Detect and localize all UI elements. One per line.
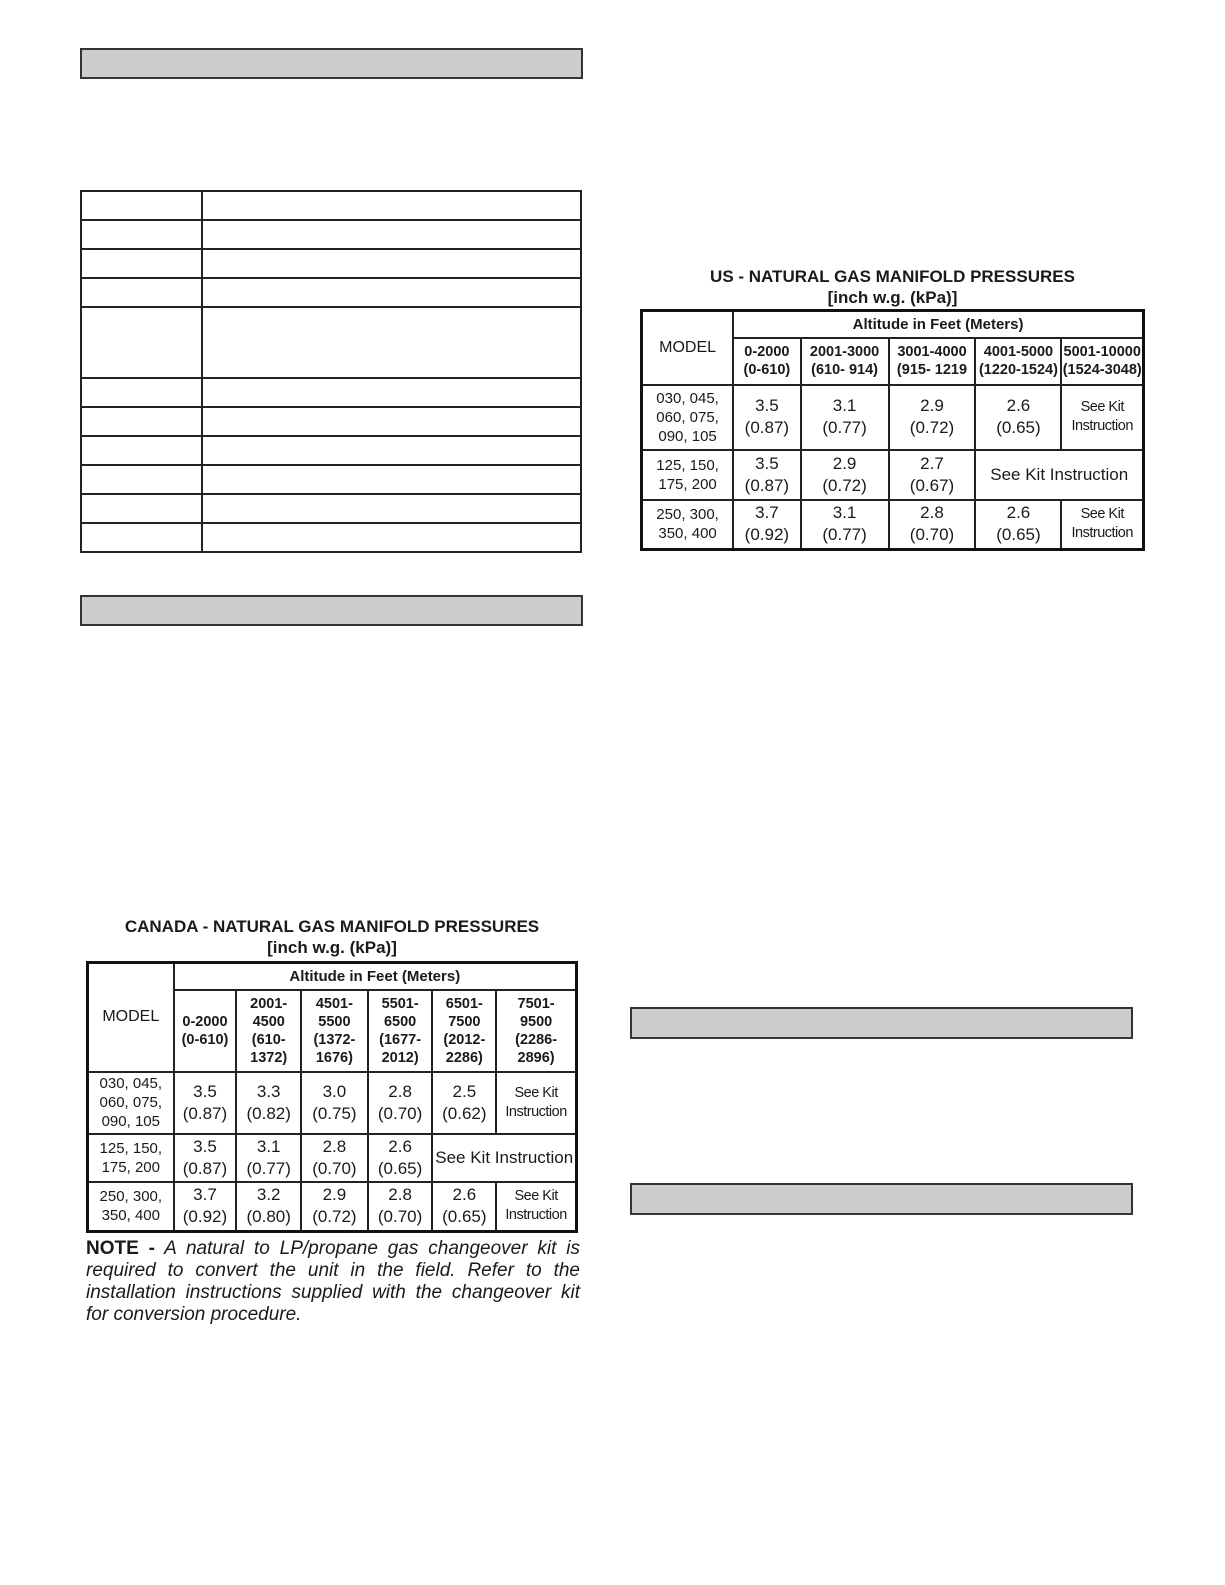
altitude-column-header: 3001-4000 (915- 1219 [889, 338, 976, 385]
empty-table-row [81, 465, 581, 494]
table-row [642, 500, 1144, 550]
altitude-column-header: 7501- 9500 (2286- 2896) [496, 990, 576, 1072]
empty-cell [202, 523, 581, 552]
pressure-cell: 3.5 (0.87) [733, 450, 800, 500]
empty-table-row [81, 436, 581, 465]
empty-cell [202, 249, 581, 278]
altitude-column-header: 6501- 7500 (2012- 2286) [432, 990, 496, 1072]
table-row [642, 450, 1144, 500]
empty-cell [81, 407, 202, 436]
pressure-cell: 2.9 (0.72) [301, 1182, 368, 1232]
pressure-cell: 3.3 (0.82) [236, 1072, 301, 1134]
canada-table-title: CANADA - NATURAL GAS MANIFOLD PRESSURES [inch w.g. (kPa)] [86, 916, 578, 958]
empty-table-row [81, 307, 581, 379]
pressure-cell: 3.1 (0.77) [236, 1134, 301, 1182]
see-kit-cell: See Kit Instruction [432, 1134, 576, 1182]
empty-cell [202, 307, 581, 379]
section-header-bar-1 [80, 48, 583, 79]
pressure-cell: 2.6 (0.65) [368, 1134, 433, 1182]
section-header-bar-2 [80, 595, 583, 626]
pressure-cell: 2.5 (0.62) [432, 1072, 496, 1134]
table-row [88, 1134, 577, 1182]
empty-cell [202, 465, 581, 494]
altitude-column-header: 0-2000 (0-610) [174, 990, 237, 1072]
model-cell: 250, 300, 350, 400 [88, 1182, 174, 1232]
pressure-cell: 3.7 (0.92) [733, 500, 800, 550]
altitude-column-header: 5501- 6500 (1677- 2012) [368, 990, 433, 1072]
model-header: MODEL [642, 311, 734, 385]
model-cell: 125, 150, 175, 200 [88, 1134, 174, 1182]
pressure-cell: 2.7 (0.67) [889, 450, 976, 500]
canada-table-subtitle: [inch w.g. (kPa)] [267, 938, 397, 957]
empty-cell [202, 407, 581, 436]
section-header-bar-3 [630, 1007, 1133, 1039]
us-manifold-pressure-table [640, 309, 1145, 551]
pressure-cell: 3.1 (0.77) [801, 385, 889, 450]
empty-table-row [81, 249, 581, 278]
empty-cell [81, 249, 202, 278]
empty-table-row [81, 407, 581, 436]
altitude-column-header: 4501- 5500 (1372- 1676) [301, 990, 368, 1072]
empty-cell [81, 436, 202, 465]
empty-cell [81, 307, 202, 379]
altitude-column-header: 2001- 4500 (610- 1372) [236, 990, 301, 1072]
empty-cell [202, 220, 581, 249]
empty-cell [202, 191, 581, 220]
us-table-title: US - NATURAL GAS MANIFOLD PRESSURES [inch w.g. (kPa)] [640, 266, 1145, 308]
empty-cell [81, 378, 202, 407]
empty-spec-table [80, 190, 582, 553]
see-kit-cell: See Kit Instruction [975, 450, 1143, 500]
note-text: A natural to LP/propane gas changeover kit is required to convert the unit in the field. Refer to the installation instructions supplied with the changeover kit for conversion procedure. [86, 1238, 581, 1325]
empty-table-row [81, 494, 581, 523]
empty-cell [81, 220, 202, 249]
pressure-cell: 2.6 (0.65) [975, 500, 1061, 550]
see-kit-cell: See Kit Instruction [496, 1072, 576, 1134]
empty-cell [202, 494, 581, 523]
pressure-cell: 2.8 (0.70) [368, 1182, 433, 1232]
pressure-cell: 3.0 (0.75) [301, 1072, 368, 1134]
note-label: NOTE - [86, 1238, 155, 1259]
altitude-column-header: 2001-3000 (610- 914) [801, 338, 889, 385]
see-kit-cell: See Kit Instruction [1061, 385, 1143, 450]
table-row [88, 1072, 577, 1134]
pressure-cell: 2.9 (0.72) [801, 450, 889, 500]
empty-cell [202, 278, 581, 307]
empty-cell [81, 494, 202, 523]
pressure-cell: 3.5 (0.87) [733, 385, 800, 450]
canada-manifold-pressure-table [86, 961, 578, 1233]
pressure-cell: 2.6 (0.65) [975, 385, 1061, 450]
pressure-cell: 3.2 (0.80) [236, 1182, 301, 1232]
pressure-cell: 2.8 (0.70) [301, 1134, 368, 1182]
altitude-column-header: 5001-10000 (1524-3048) [1061, 338, 1143, 385]
pressure-cell: 2.8 (0.70) [889, 500, 976, 550]
empty-table-row [81, 220, 581, 249]
model-cell: 030, 045, 060, 075, 090, 105 [642, 385, 734, 450]
pressure-cell: 2.8 (0.70) [368, 1072, 433, 1134]
empty-table-row [81, 191, 581, 220]
section-header-bar-4 [630, 1183, 1133, 1215]
model-cell: 250, 300, 350, 400 [642, 500, 734, 550]
pressure-cell: 2.6 (0.65) [432, 1182, 496, 1232]
model-cell: 125, 150, 175, 200 [642, 450, 734, 500]
altitude-header: Altitude in Feet (Meters) [174, 963, 577, 990]
pressure-cell: 2.9 (0.72) [889, 385, 976, 450]
altitude-header: Altitude in Feet (Meters) [733, 311, 1143, 338]
pressure-cell: 3.5 (0.87) [174, 1072, 237, 1134]
table-row [642, 385, 1144, 450]
us-table-subtitle: [inch w.g. (kPa)] [827, 288, 958, 307]
empty-table-row [81, 523, 581, 552]
pressure-cell: 3.7 (0.92) [174, 1182, 237, 1232]
empty-cell [202, 378, 581, 407]
altitude-column-header: 0-2000 (0-610) [733, 338, 800, 385]
empty-cell [81, 465, 202, 494]
pressure-cell: 3.5 (0.87) [174, 1134, 237, 1182]
pressure-cell: 3.1 (0.77) [801, 500, 889, 550]
empty-cell [81, 191, 202, 220]
empty-cell [81, 523, 202, 552]
empty-cell [202, 436, 581, 465]
model-cell: 030, 045, 060, 075, 090, 105 [88, 1072, 174, 1134]
see-kit-cell: See Kit Instruction [1061, 500, 1143, 550]
empty-cell [81, 278, 202, 307]
table-row [88, 1182, 577, 1232]
empty-table-row [81, 278, 581, 307]
model-header: MODEL [88, 963, 174, 1072]
see-kit-cell: See Kit Instruction [496, 1182, 576, 1232]
altitude-column-header: 4001-5000 (1220-1524) [975, 338, 1061, 385]
changeover-note [86, 1238, 580, 1326]
empty-table-row [81, 378, 581, 407]
